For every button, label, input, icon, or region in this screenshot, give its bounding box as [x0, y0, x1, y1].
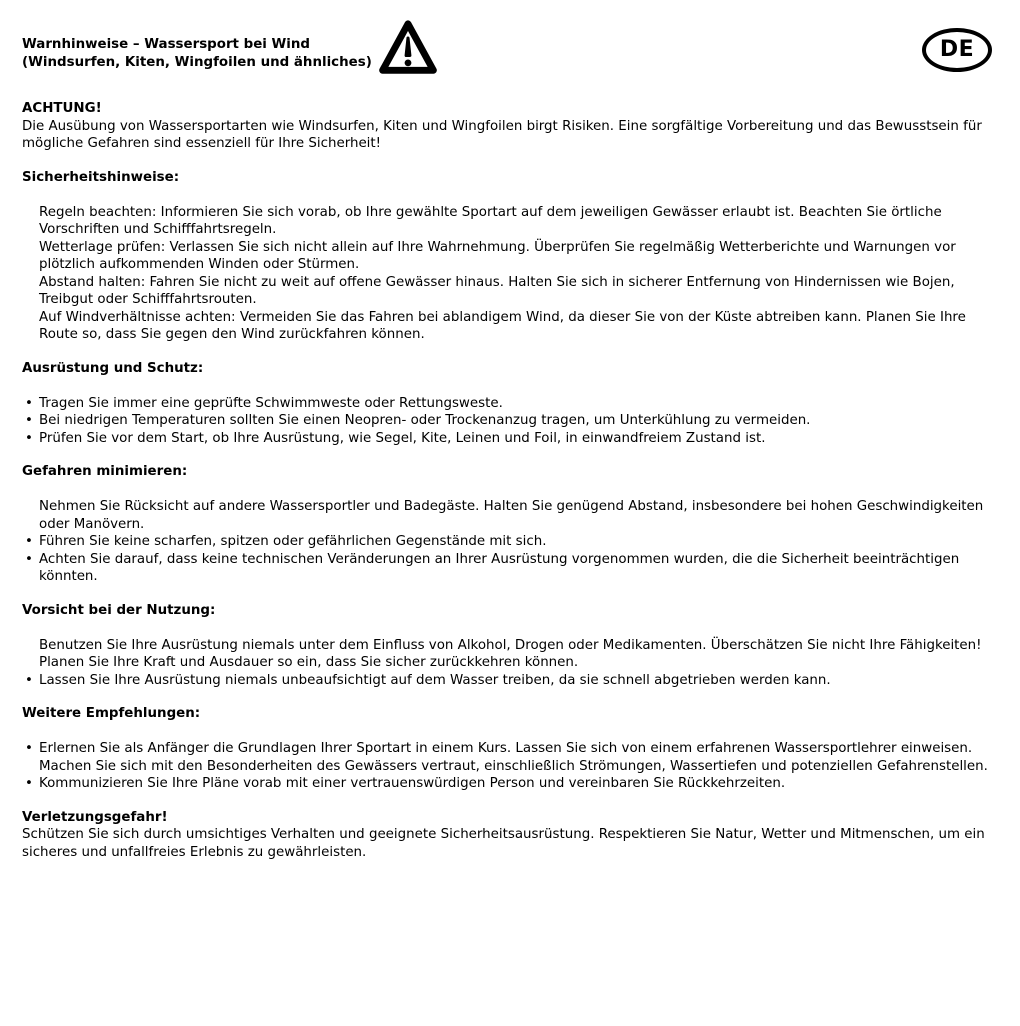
warning-triangle-icon [377, 17, 439, 79]
section-verletzungsgefahr [22, 809, 992, 862]
list-item-gewaesser-besonderheiten: Machen Sie sich mit den Besonderheiten des Gewässers vertraut, einschließlich Strömungen, Wassertiefen und potenziellen Gefahrenstellen. [39, 758, 988, 774]
section-vorsicht-nutzung [22, 602, 992, 690]
section-heading-gefahren: Gefahren minimieren: [22, 464, 188, 479]
list-item-kurs: • Erlernen Sie als Anfänger die Grundlagen Ihrer Sportart in einem Kurs. Lassen Sie sich von einem erfahrenen Wassersportlehrer einweisen. [22, 740, 992, 758]
achtung-paragraph: Die Ausübung von Wassersportarten wie Windsurfen, Kiten und Wingfoilen birgt Risiken. Eine sorgfältige Vorbereitung und das Bewusstsein für mögliche Gefahren sind essenziell für Ihre Sicherheit! [22, 118, 982, 151]
list-item-wetterlage-pruefen: Wetterlage prüfen: Verlassen Sie sich nicht allein auf Ihre Wahrnehmung. Überprüfen Sie regelmäßig Wetterberichte und Warnungen vor plötzlich aufkommenden Winden oder Stürmen. [39, 239, 956, 272]
list-item-ausruestung-pruefen: • Prüfen Sie vor dem Start, ob Ihre Ausrüstung, wie Segel, Kite, Leinen und Foil, in einwandfreiem Zustand ist. [22, 430, 992, 448]
list-item-unbeaufsichtigt: • Lassen Sie Ihre Ausrüstung niemals unbeaufsichtigt auf dem Wasser treiben, da sie schnell abgetrieben werden kann. [22, 672, 992, 690]
verletzungsgefahr-paragraph: Schützen Sie sich durch umsichtiges Verhalten und geeignete Sicherheitsausrüstung. Respektieren Sie Natur, Wetter und Mitmenschen, um ein sicheres und unfallfreies Erlebnis zu gewährleisten. [22, 827, 985, 860]
section-heading-ausruestung: Ausrüstung und Schutz: [22, 360, 204, 376]
list-item-windverhaeltnisse: Auf Windverhältnisse achten: Vermeiden Sie das Fahren bei ablandigem Wind, da dieser Sie von der Küste abtreiben kann. Planen Sie Ihre Route so, dass Sie gegen den Wind zurückfahren können. [39, 309, 966, 342]
section-heading-verletzungsgefahr: Verletzungsgefahr! [22, 809, 168, 825]
list-item-neoprenanzug: • Bei niedrigen Temperaturen sollten Sie einen Neopren- oder Trockenanzug tragen, um Unterkühlung zu vermeiden. [22, 412, 992, 430]
vorsicht-list [22, 637, 992, 690]
section-ausruestung-und-schutz [22, 360, 992, 448]
empfehlungen-list [22, 740, 992, 793]
list-item-schwimmweste: • Tragen Sie immer eine geprüfte Schwimmweste oder Rettungsweste. [22, 395, 992, 413]
page-title-line1: Warnhinweise – Wassersport bei Wind [22, 37, 311, 52]
section-weitere-empfehlungen [22, 705, 992, 793]
language-badge-label: DE [939, 37, 975, 63]
section-heading-empfehlungen: Weitere Empfehlungen: [22, 706, 201, 721]
page-title-line2: (Windsurfen, Kiten, Wingfoilen und ähnliches) [22, 55, 372, 70]
list-item-regeln-beachten: Regeln beachten: Informieren Sie sich vorab, ob Ihre gewählte Sportart auf dem jeweiligen Gewässer erlaubt ist. Beachten Sie örtliche Vorschriften und Schifffahrtsregeln. [39, 204, 942, 237]
section-heading-sicherheitshinweise: Sicherheitshinweise: [22, 169, 180, 185]
list-item-ruecksicht: Nehmen Sie Rücksicht auf andere Wassersportler und Badegäste. Halten Sie genügend Abstand, insbesondere bei hohen Geschwindigkeiten oder Manövern. [39, 499, 984, 532]
language-badge [922, 28, 992, 72]
ausruestung-list [22, 395, 992, 448]
gefahren-list [22, 498, 992, 586]
document-header [22, 36, 992, 79]
sicherheitshinweise-list [22, 204, 992, 344]
section-heading-vorsicht: Vorsicht bei der Nutzung: [22, 602, 216, 618]
list-item-gegenstaende: • Führen Sie keine scharfen, spitzen oder gefährlichen Gegenstände mit sich. [22, 533, 992, 551]
list-item-technische-veraenderungen: • Achten Sie darauf, dass keine technischen Veränderungen an Ihrer Ausrüstung vorgenommen wurden, die die Sicherheit beeinträchtigen könnten. [22, 551, 992, 586]
list-item-abstand-halten: Abstand halten: Fahren Sie nicht zu weit auf offene Gewässer hinaus. Halten Sie sich in sicherer Entfernung von Hindernissen wie Bojen, Treibgut oder Schifffahrtsrouten. [39, 274, 955, 307]
section-gefahren-minimieren [22, 463, 992, 586]
list-item-alkohol-drogen: Benutzen Sie Ihre Ausrüstung niemals unter dem Einfluss von Alkohol, Drogen oder Medikamenten. Überschätzen Sie nicht Ihre Fähigkeiten! Planen Sie Ihre Kraft und Ausdauer so ein, dass Sie sicher zurückkehren können. [39, 637, 982, 670]
list-item-plaene-kommunizieren: • Kommunizieren Sie Ihre Pläne vorab mit einer vertrauenswürdigen Person und vereinbaren Sie Rückkehrzeiten. [22, 775, 992, 793]
page-title [22, 36, 372, 72]
section-achtung [22, 100, 992, 153]
section-sicherheitshinweise [22, 169, 992, 344]
section-heading-achtung: ACHTUNG! [22, 101, 102, 116]
